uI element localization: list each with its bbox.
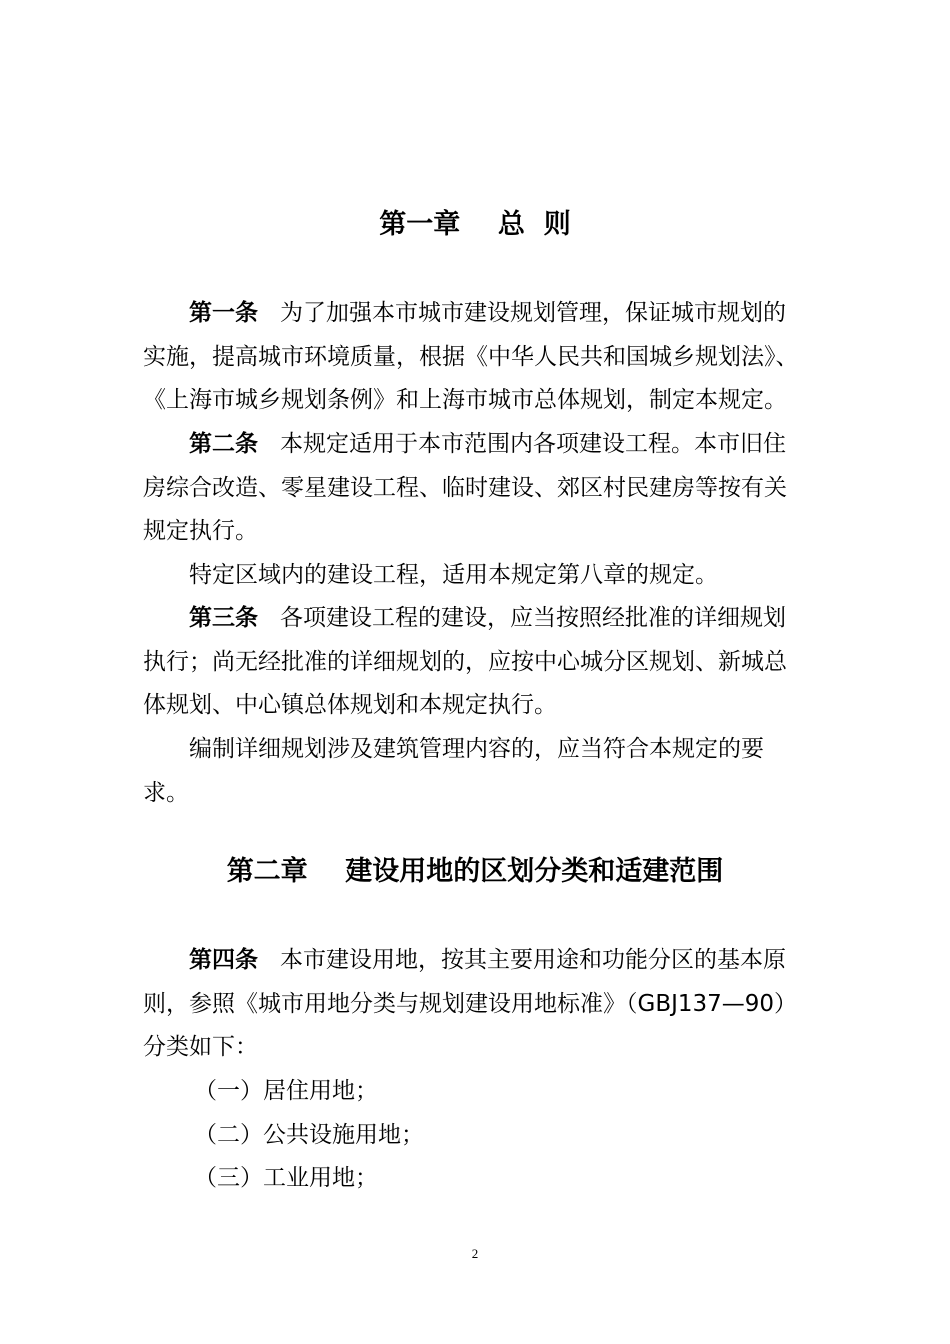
article-4-text: 本市建设用地，按其主要用途和功能分区的基本原 <box>280 947 786 973</box>
article-2-extra: 特定区域内的建设工程，适用本规定第八章的规定。 <box>189 562 718 589</box>
article-4-text: 分类如下： <box>143 1034 258 1061</box>
article-3-text: 执行；尚无经批准的详细规划的，应按中心城分区规划、新城总 <box>143 648 787 675</box>
article-3-text: 体规划、中心镇总体规划和本规定执行。 <box>143 692 557 719</box>
article-3-text: 各项建设工程的建设，应当按照经批准的详细规划 <box>280 605 786 631</box>
article-3 <box>143 597 811 815</box>
list-item: （一）居住用地； <box>194 1078 378 1105</box>
article-2-label: 第二条 <box>189 431 258 457</box>
list-item: （三）工业用地； <box>194 1165 378 1192</box>
article-3-label: 第三条 <box>189 605 258 631</box>
chapter-2-title: 第二章 建设用地的区划分类和适建范围 <box>226 856 724 887</box>
article-1-text: 实施，提高城市环境质量，根据《中华人民共和国城乡规划法》、 <box>143 343 799 370</box>
article-1-text: 《上海市城乡规划条例》和上海市城市总体规划，制定本规定。 <box>143 387 787 414</box>
page-number: 2 <box>471 1246 479 1261</box>
article-3-extra: 求。 <box>143 779 189 806</box>
article-1-label: 第一条 <box>189 300 258 326</box>
list-item: （二）公共设施用地； <box>194 1121 424 1148</box>
article-2-text: 规定执行。 <box>143 518 258 545</box>
article-2 <box>143 423 811 598</box>
article-4 <box>143 939 811 1201</box>
article-1-text: 为了加强本市城市建设规划管理，保证城市规划的 <box>280 300 786 326</box>
article-2-text: 本规定适用于本市范围内各项建设工程。本市旧住 <box>280 431 786 457</box>
article-3-extra: 编制详细规划涉及建筑管理内容的，应当符合本规定的要 <box>189 736 764 763</box>
chapter-1-title: 第一章 总 则 <box>379 209 571 240</box>
article-4-label: 第四条 <box>189 947 258 973</box>
article-1 <box>143 292 811 423</box>
article-4-text: 则，参照《城市用地分类与规划建设用地标准》（GBJ137—90） <box>143 990 798 1017</box>
article-2-text: 房综合改造、零星建设工程、临时建设、郊区村民建房等按有关 <box>143 474 787 501</box>
